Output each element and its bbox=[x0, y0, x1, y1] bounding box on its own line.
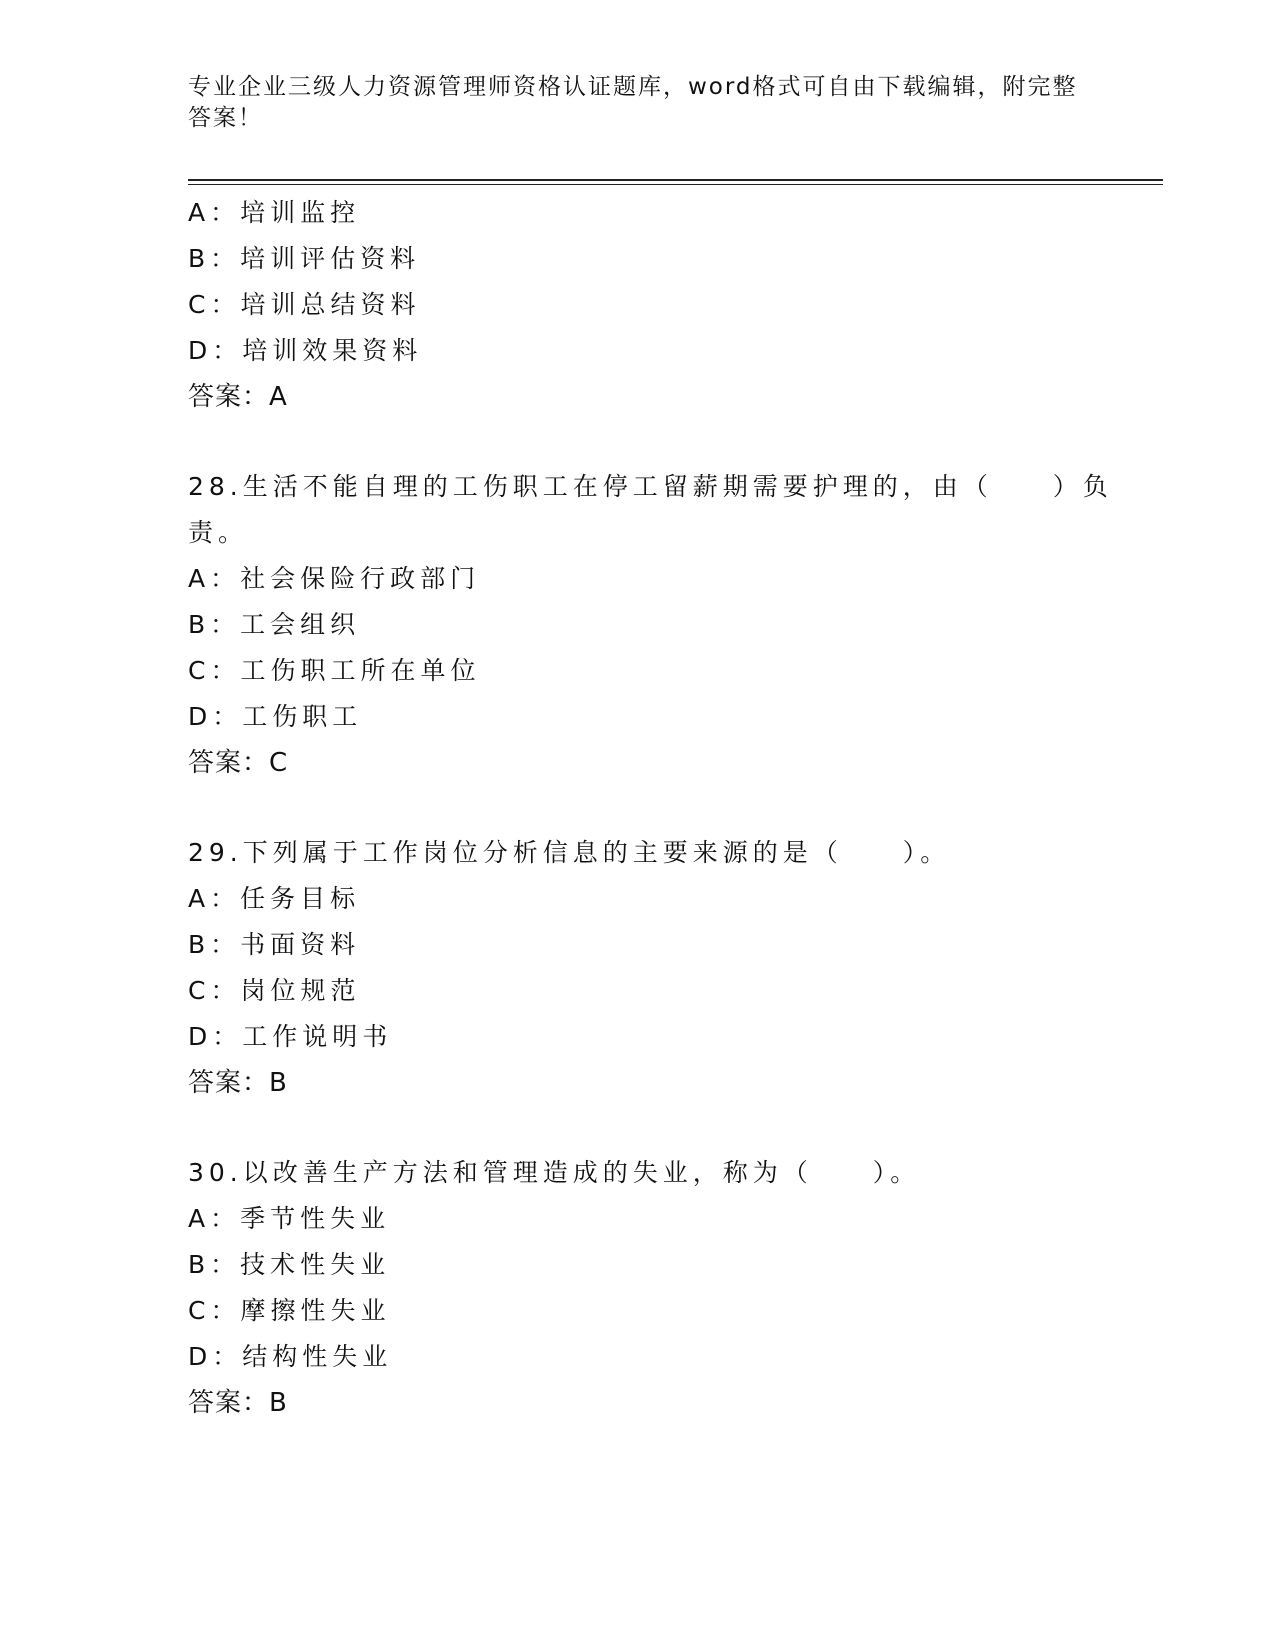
document-header bbox=[188, 72, 1088, 134]
question-title: 29.下列属于工作岗位分析信息的主要来源的是（ ）。 bbox=[188, 838, 951, 867]
header-line-1: 专业企业三级人力资源管理师资格认证题库，word格式可自由下载编辑，附完整 bbox=[188, 74, 1078, 100]
option-b: B：书面资料 bbox=[188, 930, 361, 959]
option-b: B：技术性失业 bbox=[188, 1250, 391, 1279]
question-29 bbox=[188, 830, 1163, 1106]
answer-line: 答案：A bbox=[188, 382, 288, 412]
question-title-line-1: 28.生活不能自理的工伤职工在停工留薪期需要护理的，由（ ）负 bbox=[188, 472, 1113, 501]
option-d: D：工作说明书 bbox=[188, 1022, 393, 1051]
option-c: C：岗位规范 bbox=[188, 976, 361, 1005]
header-rule-thin bbox=[188, 184, 1163, 185]
question-list bbox=[188, 190, 1163, 1426]
question-30 bbox=[188, 1150, 1163, 1426]
answer-line: 答案：B bbox=[188, 1068, 288, 1098]
option-a: A：季节性失业 bbox=[188, 1204, 391, 1233]
option-a: A：任务目标 bbox=[188, 884, 361, 913]
option-b: B：工会组织 bbox=[188, 610, 361, 639]
answer-line: 答案：B bbox=[188, 1388, 288, 1418]
option-c: C：摩擦性失业 bbox=[188, 1296, 391, 1325]
option-d: D：工伤职工 bbox=[188, 702, 363, 731]
option-d: D：培训效果资料 bbox=[188, 336, 423, 365]
header-rule-thick bbox=[188, 179, 1163, 181]
option-b: B：培训评估资料 bbox=[188, 244, 421, 273]
option-d: D：结构性失业 bbox=[188, 1342, 393, 1371]
header-line-2: 答案！ bbox=[188, 105, 263, 131]
question-title: 30.以改善生产方法和管理造成的失业，称为（ ）。 bbox=[188, 1158, 921, 1187]
question-title-line-2: 责。 bbox=[188, 518, 249, 547]
answer-line: 答案：C bbox=[188, 748, 289, 778]
question-28 bbox=[188, 464, 1163, 786]
option-a: A：培训监控 bbox=[188, 198, 361, 227]
option-c: C：培训总结资料 bbox=[188, 290, 421, 319]
option-a: A：社会保险行政部门 bbox=[188, 564, 481, 593]
option-c: C：工伤职工所在单位 bbox=[188, 656, 481, 685]
question-27-continued bbox=[188, 190, 1163, 420]
